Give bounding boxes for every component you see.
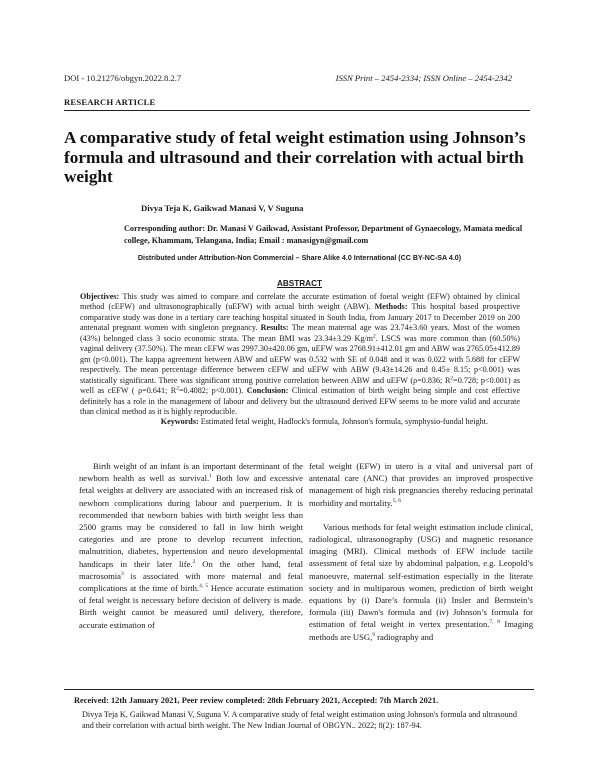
conclusion-text: Clinical estimation of birth weight being simple and cost effective definitely has a role in the management of labour and delivery but the ultrasound derived EFW seems to be more valid and accurate than clinical method as it is highly reproducible. [80, 386, 520, 416]
keywords-label: Keywords: [160, 417, 199, 427]
citation-ref: 3 [121, 570, 124, 577]
citation-ref: 4, 5 [199, 583, 209, 590]
body-paragraph [309, 521, 533, 643]
body-text: Imaging methods are USG, [309, 619, 534, 642]
issn-text: ISSN Print – 2454-2334; ISSN Online – 2454-2342 [335, 73, 512, 83]
citation-ref: 5, 6 [392, 497, 401, 504]
results-label: Results: [260, 323, 289, 333]
body-text: Hence accurate estimation of fetal weight is necessary before decision of delivery is made. Birth weight cannot be measured until delivery, therefore, accurate estimation of [79, 583, 303, 630]
results-text: The mean maternal age was 23.74±3.60 years. Most of the women (43%) belonged class 3 socio economic strata. The mean BMI was 23.34±3.29 Kg/m [80, 323, 520, 343]
body-text: Various methods for fetal weight estimation include clinical, radiological, ultrasonography (USG) and magnetic resonance imaging (MRI). Clinical methods of EFW include tactile assessment of fetal size by abdominal palpation, e.g. Leopold’s manoeuvre, maternal self-estimation especially in the literate society and in multiparous women, prediction of birth weight equations by (i) Dare’s formula (ii) Insler and Bernstein’s formula (iii) Dawn's formula and (iv) Johnson’s formula for estimation of fetal weight in vertex presentation. [309, 521, 533, 630]
citation-ref: 2 [192, 558, 196, 565]
header-divider [64, 110, 530, 111]
body-text: Birth weight of an infant is an important determinant of the newborn health as well as survival. [79, 461, 303, 484]
received-dates: Received: 12th January 2021, Peer review completed: 28th February 2021, Accepted: 7th March 2021. [74, 696, 439, 705]
methods-text: This hospital based prospective comparative study was done in a tertiary care teaching hospital situated in South India, from January 2017 to December 2019 on 200 antenatal pregnant women with singleton pregnancy. [80, 302, 520, 333]
abstract-body [80, 292, 520, 428]
methods-label: Methods: [374, 302, 408, 312]
objectives-label: Objectives: [80, 292, 120, 301]
objectives-text: This study was aimed to compare and correlate the accurate estimation of foetal weight (EFW) obtained by clinical method (cEFW) and ultrasonographically (uEFW) with actual birth weight (ABW). [80, 292, 520, 312]
results-text: =0.4082; p<0.001). [178, 386, 247, 396]
article-footnote [64, 689, 534, 731]
body-text: radiography and [375, 631, 434, 642]
section-label: RESEARCH ARTICLE [64, 97, 156, 107]
body-text: fetal weight (EFW) in utero is a vital and universal part of antenatal care (ANC) that provides an improved prospective management of high risk pregnancies thereby reducing perinatal morbidity and mortality. [309, 461, 533, 508]
body-column-left [79, 460, 303, 643]
body-column-right [309, 460, 533, 655]
results-text: =0.728; p<0.001) as well as cEFW ( ρ=0.641; R [80, 375, 520, 396]
body-text: On the other hand, fetal macrosomia [79, 558, 303, 581]
license-statement: Distributed under Attribution-Non Commercial – Share Alike 4.0 International (CC BY-NC-SA 4.0) [137, 254, 462, 262]
body-paragraph [79, 460, 303, 631]
corresponding-author: Corresponding author: Dr. Manasi V Gaikwad, Assistant Professor, Department of Gynaecology, Mamata medical college, Khammam, Telangana, India; Email : manasigyn@gmail.com [124, 224, 523, 245]
body-text: is associated with more maternal and fetal complications at the time of birth. [79, 570, 303, 594]
citation-ref: 9 [372, 631, 375, 638]
keywords-text: Estimated fetal weight, Hadlock's formula, Johnson's formula, symphysio-fundal height. [198, 417, 488, 427]
doi-text: DOI - 10.21276/obgyn.2022.8.2.7 [64, 73, 182, 83]
body-paragraph [309, 460, 533, 509]
results-superscript: 2 [176, 385, 179, 392]
citation-ref: 1 [209, 473, 212, 480]
abstract-heading: ABSTRACT [276, 279, 323, 288]
citation-ref: 7, 8 [489, 619, 500, 626]
results-text: . LSCS was more common than (60.50%) vaginal delivery (37.50%). The mean cEFW was 2997.30±420.06 gm, uEFW was 2768.91±412.01 gm and ABW was 2765.05±412.89 gm (p<0.001). The kappa agreement between ABW and uEFW was 0.532 with SE of 0.048 and it was 0.022 with 5.688 for cEFW respectively. The mean percentage difference between cEFW and uEFW with ABW (9.43±14.26 and 0.45± 8.15; p<0.001) was statistically significant. There was significant strong positive correlation between ABW and uEFW (ρ=0.836; R [80, 333, 520, 385]
results-superscript: 2 [450, 374, 454, 381]
article-title: A comparative study of fetal weight estimation using Johnson’s formula and ultrasound and their correlation with actual birth weight [64, 128, 526, 186]
citation-text: Divya Teja K, Gaikwad Manasi V, Suguna V. A comparative study of fetal weight estimation using Johnson's formula and ultrasound and their correlation with actual birth weight. The New Indian Journal of OBGYN.. 2022; 8(2): 187-94. [82, 710, 517, 730]
conclusion-label: Conclusion: [246, 386, 289, 396]
author-list: Divya Teja K, Gaikwad Manasi V, V Suguna [141, 203, 304, 213]
body-text: Both low and excessive fetal weights at delivery are associated with an increased risk of newborn complications during labour and puerperium. It is recommended that newborn babies with birth weight less than 2500 grams may be considered to fall in low birth weight categories and are prone to develop recurrent infection, malnutrition, diabetes, hypertension and neuro developmental handicaps in their later life. [79, 473, 303, 569]
results-superscript: 2 [373, 333, 376, 340]
